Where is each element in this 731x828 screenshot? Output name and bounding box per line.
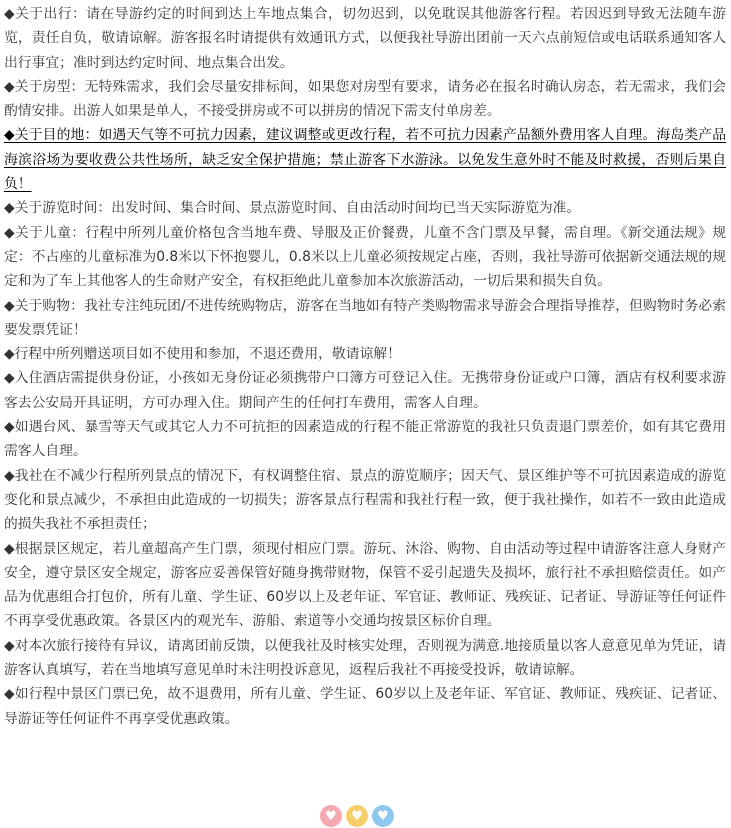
decoration-icons: [320, 805, 394, 827]
ticket-waiver-paragraph: ◆如行程中景区门票已免，故不退费用，所有儿童、学生证、60岁以上及老年证、军官证、教师证、残疾证、记者证、导游证等任何证件不再享受优惠政策。: [4, 686, 726, 727]
destination-warning-paragraph: ◆关于目的地：如遇天气等不可抗力因素，建议调整或更改行程，若不可抗力因素产品额外费用客人自理。海岛类产品海滨浴场为要收费公共性场所，缺乏安全保护措施；禁止游客下水游泳。以免发生意外时不能及时救援，否则后果自负！: [4, 127, 726, 193]
terms-document: [4, 2, 726, 731]
room-type-paragraph: ◆关于房型：无特殊需求，我们会尽量安排标间，如果您对房型有要求，请务必在报名时确认房态，若无需求，我们会酌情安排。出游人如果是单人，不接受拼房或不可以拼房的情况下需支付单房差。: [4, 78, 726, 120]
itinerary-adjustment-paragraph: ◆我社在不减少行程所列景点的情况下，有权调整住宿、景点的游览顺序；因天气、景区维护等不可抗因素造成的游览变化和景点减少，不承担由此造成的一切损失；游客景点行程需和我社行程一致，便于我社操作，如若不一致由此造成的损失我社不承担责任；: [4, 467, 726, 533]
heart-icon: ♥: [320, 805, 342, 827]
hotel-checkin-paragraph: ◆入住酒店需提供身份证，小孩如无身份证必须携带户口簿方可登记入住。无携带身份证或户口簿，酒店有权利要求游客去公安局开具证明，方可办理入住。期间产生的任何打车费用，需客人自理。: [4, 370, 726, 411]
gift-items-paragraph: ◆行程中所列赠送项目如不使用和参加，不退还费用，敬请谅解！: [4, 346, 401, 363]
weather-force-majeure-paragraph: ◆如遇台风、暴雪等天气或其它人力不可抗拒的因素造成的行程不能正常游览的我社只负责退门票差价，如有其它费用需客人自理。: [4, 419, 726, 460]
heart-icon: ♥: [372, 805, 394, 827]
complaint-feedback-paragraph: ◆对本次旅行接待有异议，请离团前反馈，以便我社及时核实处理，否则视为满意.地接质量以客人意意见单为凭证，请游客认真填写，若在当地填写意见单时未注明投诉意见，返程后我社不再接受投诉，敬请谅解。: [4, 637, 726, 679]
shopping-paragraph: ◆关于购物：我社专注纯玩团/不进传统购物店，游客在当地如有特产类购物需求导游会合理指导推荐，但购物时务必索要发票凭证！: [4, 297, 726, 338]
children-policy-paragraph: ◆关于儿童：行程中所列儿童价格包含当地车费、导服及正价餐费，儿童不含门票及早餐，需自理。《新交通法规》规定：不占座的儿童标准为0.8米以下怀抱婴儿，0.8米以上儿童必须按规定占座，否则，我社导游可依据新交通法规的规定和为了车上其他客人的生命财产安全，有权拒绝此儿童参加本次旅游活动，一切后果和损失自负。: [4, 224, 726, 290]
travel-notice-paragraph: ◆关于出行：请在导游约定的时间到达上车地点集合，切勿迟到，以免耽误其他游客行程。若因迟到导致无法随车游览，责任自负，敬请谅解。游客报名时请提供有效通讯方式，以便我社导游出团前一天六点前短信或电话联系通知客人出行事宜；准时到达约定时间、地点集合出发。: [4, 6, 726, 71]
scenic-area-rules-paragraph: ◆根据景区规定，若儿童超高产生门票，须现付相应门票。游玩、沐浴、购物、自由活动等过程中请游客注意人身财产安全，遵守景区安全规定，游客应妥善保管好随身携带财物，保管不妥引起遗失及损坏，旅行社不承担赔偿责任。如产品为优惠组合打包价，所有儿童、学生证、60岁以上及老年证、军官证、教师证、残疾证、记者证、导游证等任何证件不再享受优惠政策。各景区内的观光车、游船、索道等小交通均按景区标价自理。: [4, 540, 726, 630]
sightseeing-time-paragraph: ◆关于游览时间：出发时间、集合时间、景点游览时间、自由活动时间均已当天实际游览为准。: [4, 200, 581, 217]
heart-icon: ♥: [346, 805, 368, 827]
